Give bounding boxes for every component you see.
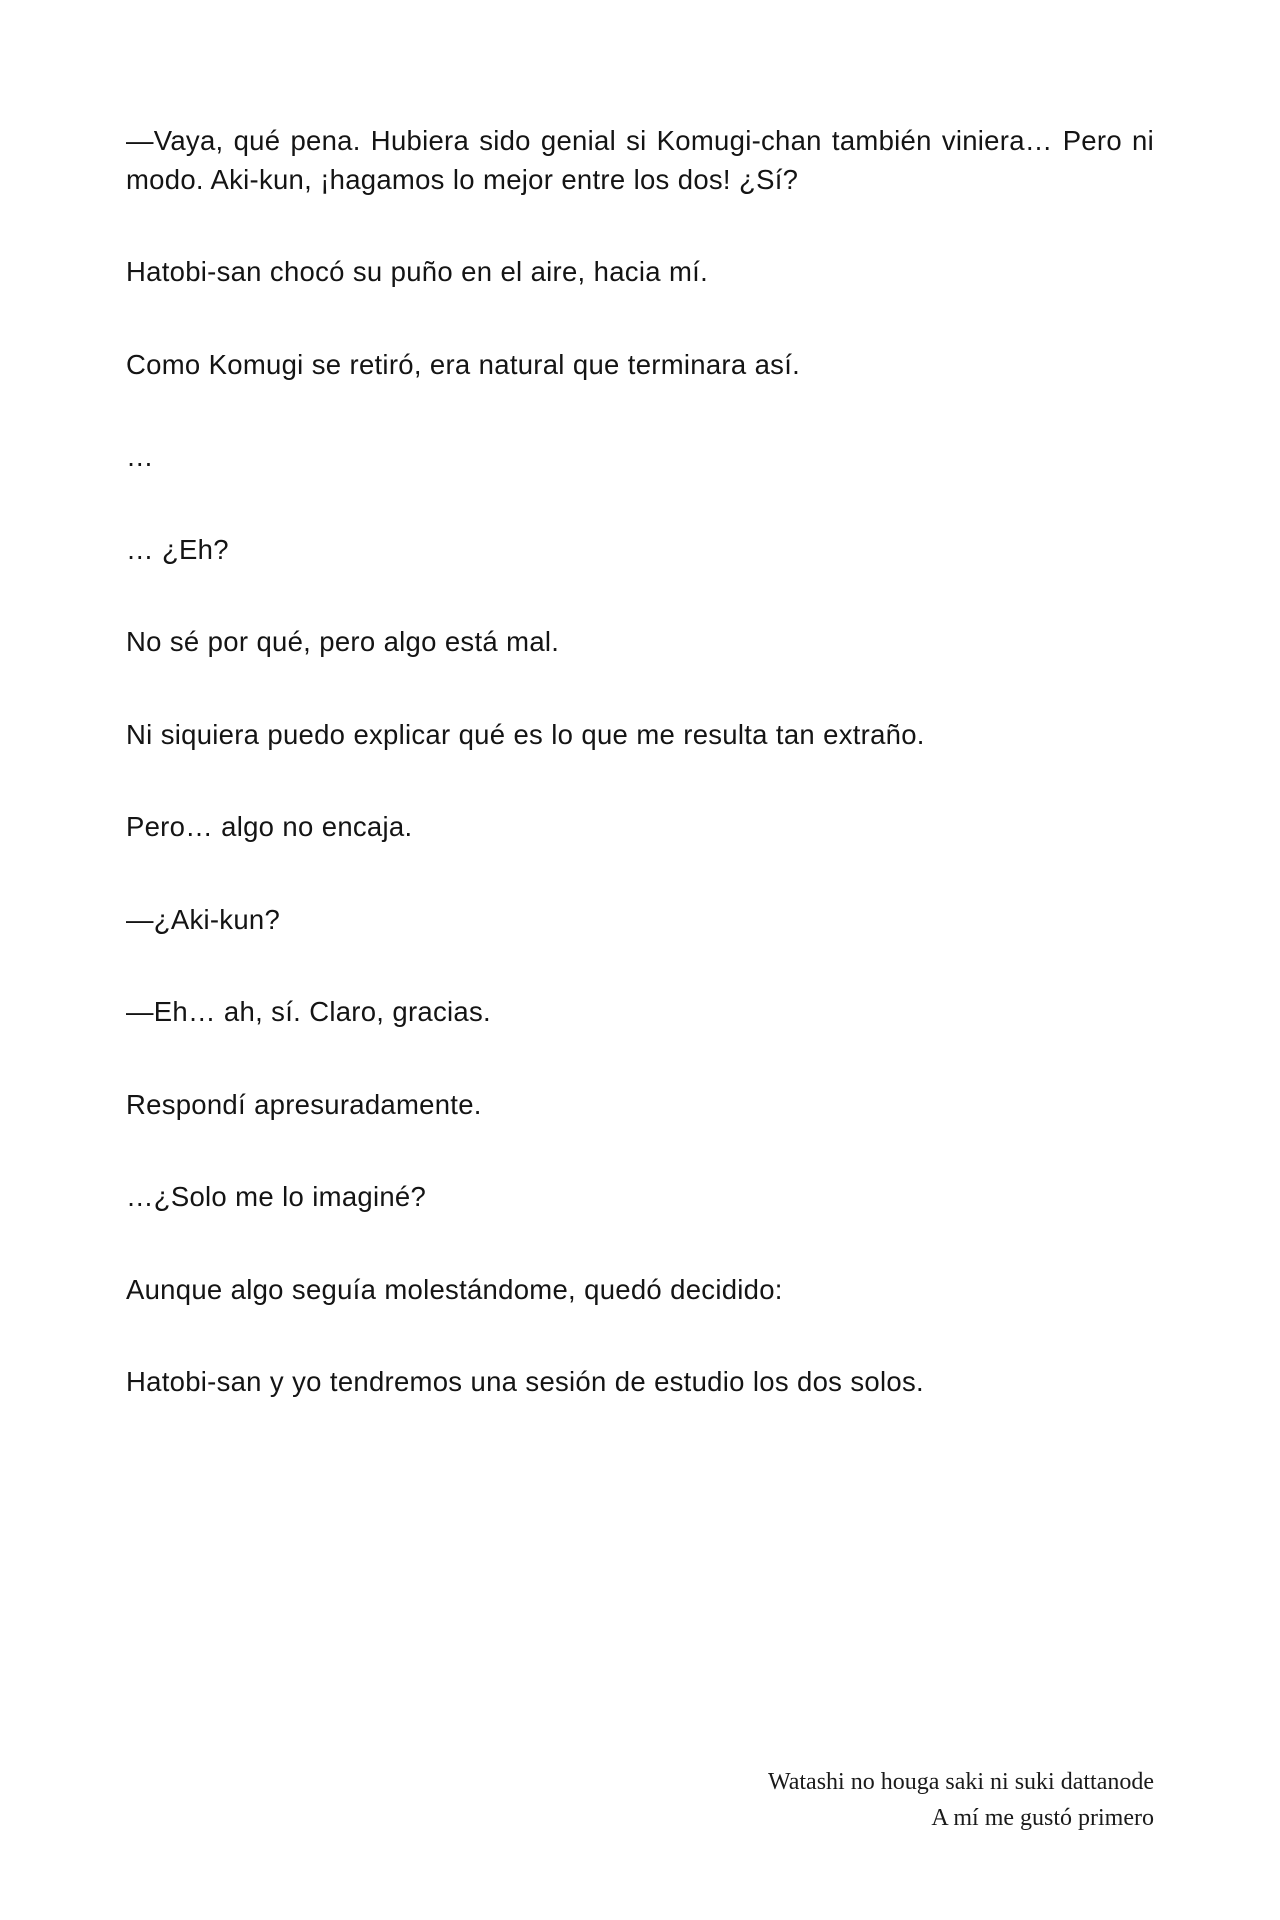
paragraph: Hatobi-san y yo tendremos una sesión de estudio los dos solos. — [126, 1366, 924, 1397]
paragraph: Ni siquiera puedo explicar qué es lo que me resulta tan extraño. — [126, 718, 925, 750]
paragraph: Hatobi-san chocó su puño en el aire, hacia mí. — [126, 256, 708, 287]
footer-title-romaji: Watashi no houga saki ni suki dattanode — [768, 1769, 1154, 1795]
footer-title-translated: A mí me gustó primero — [931, 1805, 1154, 1831]
paragraph: Respondí apresuradamente. — [126, 1088, 482, 1120]
paragraph: —¿Aki-kun? — [126, 903, 281, 935]
paragraph: —Eh… ah, sí. Claro, gracias. — [126, 996, 491, 1027]
story-text-body — [126, 122, 1154, 1402]
paragraph: …¿Solo me lo imaginé? — [126, 1181, 427, 1212]
paragraph: No sé por qué, pero algo está mal. — [126, 626, 560, 657]
paragraph: … ¿Eh? — [126, 533, 229, 565]
paragraph: Aunque algo seguía molestándome, quedó decidido: — [126, 1273, 783, 1305]
paragraph: —Vaya, qué pena. Hubiera sido genial si Komugi-chan también viniera… Pero ni modo. Aki-kun, ¡hagamos lo mejor entre los dos! ¿Sí? — [126, 125, 1154, 195]
paragraph: … — [126, 441, 154, 472]
paragraph: Pero… algo no encaja. — [126, 811, 413, 842]
paragraph: Como Komugi se retiró, era natural que terminara así. — [126, 348, 801, 380]
page-footer — [534, 1764, 1154, 1836]
